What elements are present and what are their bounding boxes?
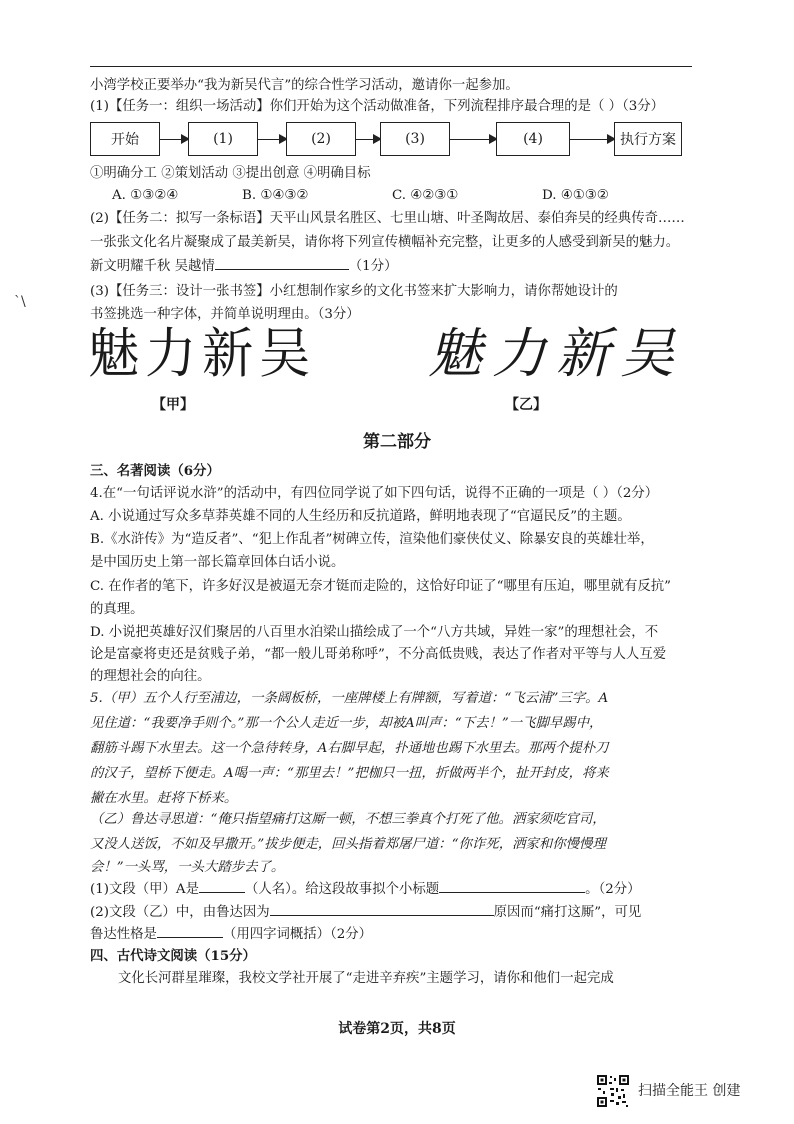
q3-line2: 书签挑选一种字体，并简单说明理由。（3分） (90, 307, 360, 322)
scanner-watermark: 扫描全能王 创建 (638, 1083, 741, 1099)
passage-line: 翻筋斗踢下水里去。这一个急待转身，A右脚早起，扑通地也踢下水里去。那两个提朴刀 (90, 741, 609, 756)
passage-line: 的汉子，望桥下便走。A喝一声：“那里去！”把枷只一扭，折做两半个，扯开封皮，将来 (90, 766, 609, 781)
q5-2-text-a: (2)文段（乙）中，由鲁达因为 (90, 905, 270, 920)
flowchart (90, 120, 690, 160)
q4-option-c1: C. 在作者的笔下，许多好汉是被逼无奈才铤而走险的，这恰好印证了“哪里有压迫，哪里就有反抗” (90, 579, 671, 594)
flow-arrow (356, 139, 380, 140)
passage-line: 又没人送饭，不如及早撒开。”拔步便走，回头指着郑屠尸道：“你诈死，洒家和你慢慢理 (90, 837, 606, 852)
passage-line: 5.（甲）五个人行至浦边，一条阔板桥，一座牌楼上有牌额，写着道：“飞云浦”三字。A (90, 691, 609, 706)
q1-options (112, 186, 609, 206)
q2-line1: (2)【任务二：拟写一条标语】天平山风景名胜区、七里山塘、叶圣陶故居、泰伯奔吴的经典传奇…… (90, 211, 685, 226)
q5-1-text-c: 。（2分） (585, 882, 641, 897)
passage-line: （乙）鲁达寻思道：“俺只指望痛打这厮一顿，不想三拳真个打死了他。洒家须吃官司， (90, 812, 606, 827)
flow-step-2: (2) (286, 122, 356, 156)
slogan-blank[interactable] (215, 256, 349, 270)
section4-line1: 文化长河群星璀璨，我校文学社开展了“走进辛弃疾”主题学习，请你和他们一起完成 (118, 971, 614, 986)
part-heading: 第二部分 (363, 432, 431, 452)
q4-option-b1: B.《水浒传》为“造反者”、“犯上作乱者”树碑立传，渲染他们豪侠仗义、除暴安良的英雄壮举， (90, 532, 654, 547)
label-jia: 【甲】 (152, 397, 194, 413)
q5-3-text-b: （用四字词概括）（2分） (222, 927, 373, 942)
q5-part1 (90, 879, 641, 900)
font-sample-jia: 魅力新吴 (88, 322, 316, 385)
section4-title: 四、古代诗文阅读（15分） (90, 948, 256, 964)
section3-title: 三、名著阅读（6分） (90, 463, 220, 479)
flow-step-3: (3) (380, 122, 450, 156)
q2-line2: 一张张文化名片凝聚成了最美新吴，请你将下列宣传横幅补充完整，让更多的人感受到新吴的魅力。 (90, 235, 680, 250)
passage-line: 撇在水里。赶将下桥来。 (90, 791, 238, 806)
option-d: D. ④①③② (542, 188, 609, 203)
q5-3-text-a: 鲁达性格是 (90, 927, 157, 942)
page-footer: 试卷第2页，共8页 (338, 1021, 456, 1037)
option-b: B. ①④③② (242, 188, 309, 203)
q5-trait-blank[interactable] (157, 924, 223, 938)
q3-line1: (3)【任务三：设计一张书签】小红想制作家乡的文化书签来扩大影响力，请你帮她设计的 (90, 284, 618, 299)
q4-option-d1: D. 小说把英雄好汉们聚居的八百里水泊梁山描绘成了一个“八方共域，异姓一家”的理想社会，不 (90, 625, 659, 640)
option-a: A. ①③②④ (112, 188, 179, 203)
flow-arrow (450, 139, 496, 140)
label-yi: 【乙】 (505, 397, 547, 413)
flow-arrow (258, 139, 286, 140)
q5-name-blank[interactable] (199, 879, 245, 893)
q4-prompt: 4.在“一句话评说水浒”的活动中，有四位同学说了如下四句话，说得不正确的一项是（ ）（2分） (90, 486, 659, 501)
top-rule (90, 66, 692, 67)
passage-line: 见住道：“我要净手则个。”那一个公人走近一步，却被A叫声：“下去！”一飞脚早踢中， (90, 716, 603, 731)
q5-part3 (90, 924, 372, 945)
passage-line: 会！”一头骂，一头大踏步去了。 (90, 860, 285, 875)
q2-score: （1分） (348, 259, 398, 274)
q4-option-b2: 是中国历史上第一部长篇章回体白话小说。 (90, 555, 345, 570)
flow-step-execute: 执行方案 (614, 122, 682, 156)
q5-reason-blank[interactable] (270, 902, 494, 916)
slogan-first-half: 新文明耀千秋 吴越情 (90, 259, 215, 274)
flow-arrow (160, 139, 188, 140)
q5-title-blank[interactable] (439, 879, 585, 893)
q2-line3 (90, 256, 397, 277)
q5-1-text-a: (1)文段（甲）A是 (90, 882, 199, 897)
scan-mark: ˋ\ (14, 294, 26, 310)
q5-1-text-b: （人名）。给这段故事拟个小标题 (244, 882, 440, 897)
q5-part2 (90, 902, 641, 923)
flow-step-1: (1) (188, 122, 258, 156)
q4-option-a: A. 小说通过写众多草莽英雄不同的人生经历和反抗道路，鲜明地表现了“官逼民反”的主题。 (90, 509, 631, 524)
q4-option-c2: 的真理。 (90, 602, 144, 617)
qr-code-icon (596, 1074, 630, 1108)
font-sample-yi: 魅力新吴 (428, 322, 684, 385)
option-c: C. ④②③① (392, 188, 459, 203)
flow-arrow (570, 139, 614, 140)
flow-step-start: 开始 (90, 122, 160, 156)
q1-items: ①明确分工 ②策划活动 ③提出创意 ④明确目标 (90, 166, 371, 181)
intro-text: 小湾学校正要举办“我为新吴代言”的综合性学习活动，邀请你一起参加。 (90, 78, 519, 93)
q5-2-text-b: 原因而“痛打这厮”，可见 (493, 905, 642, 920)
q4-option-d2: 论是富豪将吏还是贫贱子弟，“都一般儿哥弟称呼”，不分高低贵贱，表达了作者对平等与人人互爱 (90, 647, 667, 662)
flow-step-4: (4) (496, 122, 570, 156)
q1-prompt: (1)【任务一：组织一场活动】你们开始为这个活动做准备，下列流程排序最合理的是（ ）（3分） (90, 99, 665, 114)
q4-option-d3: 的理想社会的向往。 (90, 669, 211, 684)
